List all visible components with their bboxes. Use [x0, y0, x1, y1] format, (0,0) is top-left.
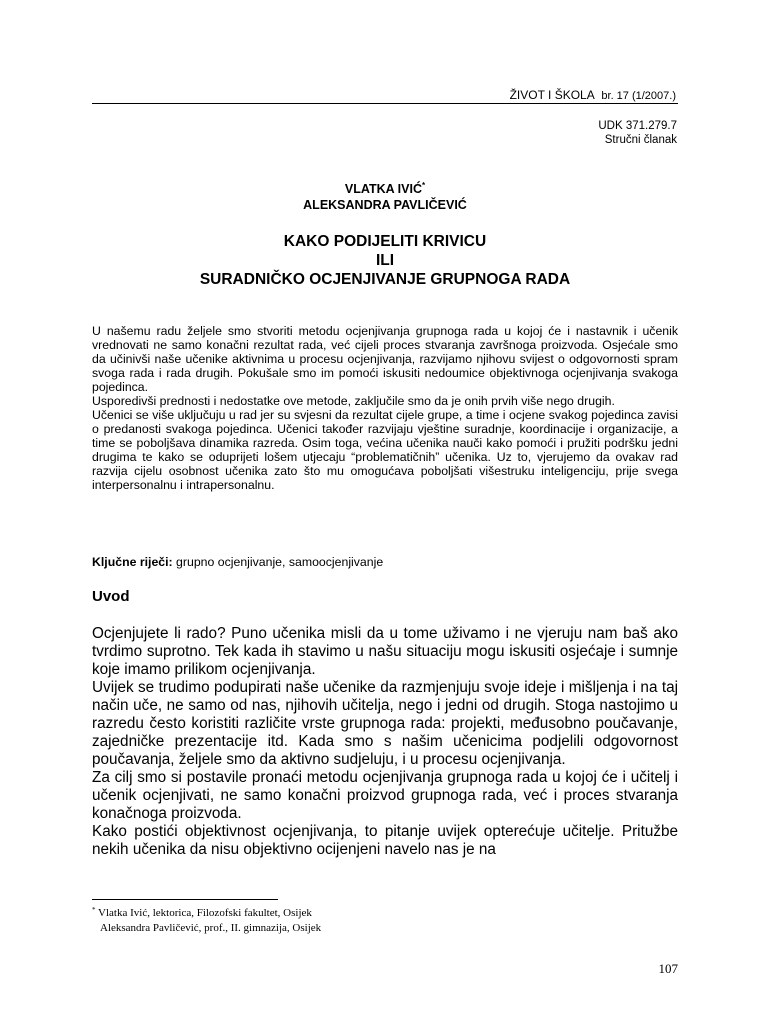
keywords-label: Ključne riječi:	[92, 555, 173, 569]
title-line-3: SURADNIČKO OCJENJIVANJE GRUPNOGA RADA	[199, 271, 571, 288]
footnote-line-1: * Vlatka Ivić, lektorica, Filozofski fakultet, Osijek	[92, 906, 312, 919]
keywords-text: grupno ocjenjivanje, samoocjenjivanje	[172, 555, 384, 569]
udk-code: UDK 371.279.7	[598, 120, 677, 132]
header-rule	[92, 103, 678, 104]
author-first: VLATKA IVIĆ*	[344, 181, 426, 196]
title-line-1: KAKO PODIJELITI KRIVICU	[283, 233, 487, 250]
body-paragraph-2: Uvijek se trudimo podupirati naše učenike da razmjenjuju svoje ideje i mišljenja i na taj način uče, ne samo od nas, njihovih učitelja, nego i jedni od drugih. Stoga nastojimo u razredu često koristiti različite vrste grupnoga rada: projekti, međusobno poučavanje, zajedničke prezentacije itd. Kada smo s našim učenicima podjelili odgovornost poučavanja, željele smo da aktivno sudjeluju, i u procesu ocjenjivanja.	[92, 679, 678, 768]
body-paragraph-3: Za cilj smo si postavile pronaći metodu ocjenjivanja grupnoga rada u kojoj će i učitelj i učenik ocjenjivati, ne samo konačni proizvod grupnoga rada, već i proces stvaranja konačnoga proizvoda.	[92, 769, 678, 822]
article-type: Stručni članak	[604, 134, 677, 146]
running-header	[92, 89, 676, 103]
body-paragraph-1: Ocjenjujete li rado? Puno učenika misli da u tome uživamo i ne vjeruju nam baš ako tvrdimo suprotno. Tek kada ih stavimo u našu situaciju mogu iskusiti osjećaje i sumnje koje imamo prilikom ocjenjivanja.	[92, 625, 678, 678]
title-line-2: ILI	[375, 252, 395, 269]
journal-issue: br. 17 (1/2007.)	[601, 90, 676, 102]
abstract-paragraph-1: U našemu radu željele smo stvoriti metodu ocjenjivanja grupnoga rada u kojoj će i nastavnik i učenik vrednovati ne samo konačni rezultat rada, već cijeli proces stvaranja završnoga proizvoda. Osjećale smo da učinivši naše učenike aktivnima u procesu ocjenjivanja, razvijamo njihovu svijest o odgovornosti spram svoga rada i rada drugih. Pokušale smo im pomoći iskusiti nedoumice objektivnoga ocjenjivanja svakoga pojedinca.	[92, 324, 678, 394]
footnote-line-2: Aleksandra Pavličević, prof., II. gimnazija, Osijek	[100, 922, 322, 934]
author-second: ALEKSANDRA PAVLIČEVIĆ	[303, 198, 467, 212]
body-text	[92, 625, 678, 859]
body-paragraph-4: Kako postići objektivnost ocjenjivanja, to pitanje uvijek opterećuje učitelje. Pritužbe nekih učenika da nisu objektivno ocijenjeni navelo nas je na	[92, 823, 678, 858]
footnote-rule	[92, 899, 278, 900]
article-title	[92, 232, 678, 289]
footnotes	[92, 906, 592, 936]
section-heading: Uvod	[92, 588, 130, 605]
authors	[92, 181, 678, 213]
abstract-paragraph-3: Učenici se više uključuju u rad jer su svjesni da rezultat cijele grupe, a time i ocjene svakog pojedinca zavisi o predanosti svakoga pojedinca. Učenici također razvijaju vještine suradnje, koordinacije i organizacije, a time se poboljšava dinamika razreda. Osim toga, većina učenika nauči kako pomoći i pružiti podršku jedni drugima te kako se oduprijeti lošem utjecaju “problematičnih” učenika. Uz to, vjerujemo da ovakav rad razvija cijelu osobnost učenika zato što mu omogućava poboljšati višestruku inteligenciju, prije svega interpersonalnu i intrapersonalnu.	[92, 408, 678, 492]
keywords	[92, 555, 678, 569]
abstract	[92, 324, 678, 492]
footnote-mark: *	[92, 906, 96, 914]
page-number: 107	[658, 961, 678, 976]
journal-name: ŽIVOT I ŠKOLA	[509, 88, 595, 102]
abstract-paragraph-2: Usporedivši prednosti i nedostatke ove metode, zaključile smo da je onih prvih više nego drugih.	[92, 394, 615, 408]
author-footnote-mark: *	[421, 181, 426, 190]
classification-block	[420, 119, 677, 147]
